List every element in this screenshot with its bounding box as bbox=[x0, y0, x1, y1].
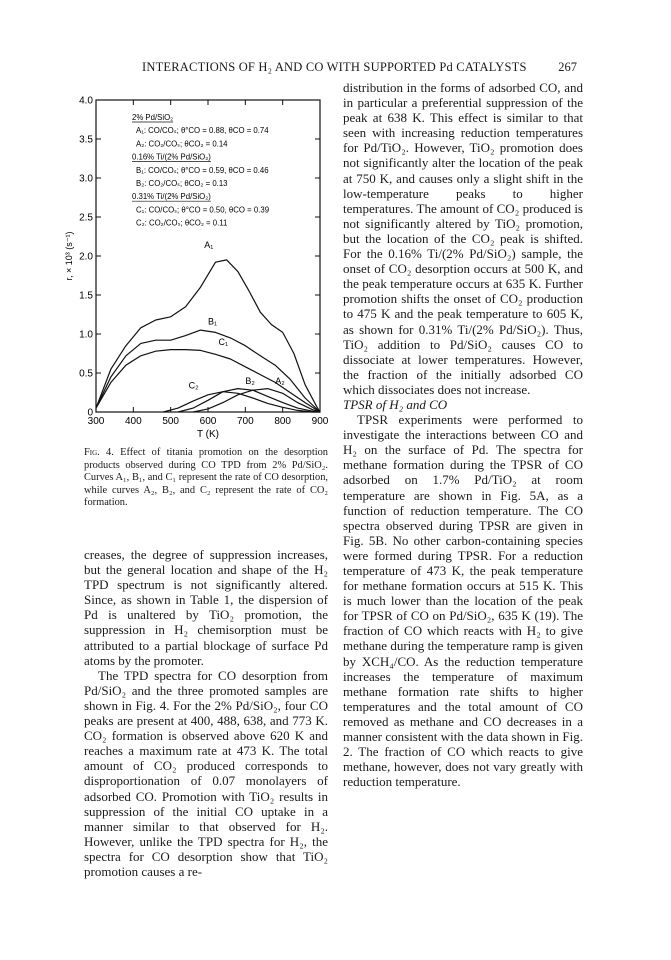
legend-line-6: 0.31% Ti/(2% Pd/SiO₂) bbox=[132, 192, 211, 202]
legend-line-2: A₂: CO₂/COₛ; θCO₂ = 0.14 bbox=[136, 139, 228, 149]
y-tick-label: 0 bbox=[87, 407, 93, 419]
curve-label-C2: C₂ bbox=[188, 380, 199, 391]
desorption-chart bbox=[64, 92, 330, 440]
series-line-2 bbox=[96, 350, 320, 412]
right-column bbox=[343, 80, 583, 789]
curve-label-A1: A₁ bbox=[204, 240, 214, 251]
curve-label-C1: C₁ bbox=[218, 336, 229, 347]
curve-label-A2: A₂ bbox=[275, 375, 285, 386]
curve-label-B1: B₁ bbox=[208, 316, 218, 327]
x-tick-label: 700 bbox=[236, 416, 254, 427]
running-title: INTERACTIONS OF H₂ AND CO WITH SUPPORTED Pd CATALYSTS bbox=[142, 60, 527, 74]
y-tick-label: 2.0 bbox=[79, 251, 93, 263]
x-tick-label: 900 bbox=[311, 416, 329, 427]
y-axis-label: r, × 10³ (s⁻¹) bbox=[64, 231, 74, 281]
left-column bbox=[84, 547, 328, 879]
legend-line-7: C₁: CO/COₛ; θ°CO = 0.50, θCO = 0.39 bbox=[136, 205, 270, 215]
legend-line-5: B₂: CO₂/COₛ; θCO₂ = 0.13 bbox=[136, 179, 228, 188]
y-tick-label: 0.5 bbox=[79, 368, 93, 380]
page-number: 267 bbox=[558, 60, 577, 74]
y-tick-label: 1.5 bbox=[79, 290, 93, 302]
x-tick-label: 500 bbox=[162, 416, 180, 427]
y-tick-label: 3.5 bbox=[79, 134, 93, 146]
series-line-4 bbox=[178, 389, 320, 412]
y-tick-label: 2.5 bbox=[79, 212, 93, 224]
figure-caption bbox=[84, 447, 328, 510]
legend-line-3: 0.16% Ti/(2% Pd/SiO₂) bbox=[132, 152, 211, 162]
y-tick-label: 1.0 bbox=[79, 329, 93, 341]
x-tick-label: 300 bbox=[87, 416, 105, 427]
x-tick-label: 400 bbox=[124, 416, 142, 427]
x-tick-label: 800 bbox=[274, 416, 292, 427]
left-paragraph-1: creases, the degree of suppression increases, but the general location and shape of the H₂ TPD spectrum is not significantly altered. Since, as shown in Table 1, the dispersion of Pd is unaltered by TiO₂ promotion, the suppression in H₂ chemisorption must be attributed to a partial blockage of surface Pd atoms by the promoter. bbox=[84, 547, 328, 668]
caption-text: Effect of titania promotion on the desorption products observed during CO TPD from 2% Pd/SiO₂. Curves A₁, B₁, and C₁ represent the rate of CO desorption, while curves A₂, B₂, and C₂ represent the rate of CO₂ formation. bbox=[84, 447, 328, 508]
x-axis-label: T (K) bbox=[196, 429, 220, 440]
y-tick-label: 3.0 bbox=[79, 173, 93, 185]
right-paragraph-2: TPSR experiments were performed to investigate the interactions between CO and H₂ on the surface of Pd. The spectra for methane formation during the TPSR of CO adsorbed on 1.7% Pd/TiO₂ at room temperature are shown in Fig. 5A, as a function of reduction temperature. The CO spectra observed during TPSR are given in Fig. 5B. No other carbon-containing species were formed during TPSR. For a reduction temperature of 473 K, the peak temperature for methane formation occurs at 515 K. This is much lower than the location of the peak for TPSR of CO on Pd/SiO₂, 635 K (19). The fraction of CO which reacts with H₂ to give methane during the temperature ramp is given by XCH₄/CO. As the reduction temperature increases the temperature of maximum methane formation rate shifts to higher temperatures and the total amount of CO removed as methane and CO decreases in a manner consistent with the data shown in Fig. 2. The fraction of CO which reacts to give methane, however, does not vary greatly with reduction temperature. bbox=[343, 412, 583, 790]
legend-line-4: B₁: CO/COₛ; θ°CO = 0.59, θCO = 0.46 bbox=[136, 165, 269, 175]
section-heading: TPSR of H₂ and CO bbox=[343, 396, 448, 412]
right-paragraph-1: distribution in the forms of adsorbed CO, and in particular a preferential suppression of the peak at 638 K. This effect is similar to that seen with increasing reduction temperatures for Pd/TiO₂. However, TiO₂ promotion does not significantly alter the location of the peak at 750 K, and causes only a slight shift in the low-temperature peaks to higher temperatures. The amount of CO₂ produced is not significantly altered by TiO₂ promotion, but the location of the CO₂ peak is shifted. For the 0.16% Ti/(2% Pd/SiO₂) sample, the onset of CO₂ desorption occurs at 500 K, and the peak temperature occurs at 635 K. Further promotion shifts the onset of CO₂ production to 475 K and the peak temperature to 605 K, as shown for 0.31% Ti/(2% Pd/SiO₂). Thus, TiO₂ addition to Pd/SiO₂ causes CO to dissociate at lower temperatures. However, the fraction of the initially adsorbed CO which dissociates does not increase. bbox=[343, 80, 583, 397]
left-paragraph-2: The TPD spectra for CO desorption from Pd/SiO₂ and the three promoted samples are shown in Fig. 4. For the 2% Pd/SiO₂, four CO peaks are present at 400, 488, 638, and 773 K. CO₂ formation is observed above 620 K and reaches a maximum rate at 473 K. The total amount of CO₂ produced corresponds to disproportionation of 0.07 monolayers of adsorbed CO. Promotion with TiO₂ results in suppression of the initial CO uptake in a manner similar to that observed for H₂. However, unlike the TPD spectra for H₂, the spectra for CO desorption show that TiO₂ promotion causes a re- bbox=[84, 667, 328, 879]
series-line-0 bbox=[96, 260, 320, 412]
caption-label: Fig. 4. bbox=[84, 447, 114, 458]
x-tick-label: 600 bbox=[199, 416, 217, 427]
y-tick-label: 4.0 bbox=[79, 95, 93, 107]
figure-4 bbox=[64, 92, 330, 440]
legend-line-0: 2% Pd/SiO₂ bbox=[132, 113, 174, 122]
legend-line-8: C₂: CO₂/COₛ; θCO₂ = 0.11 bbox=[136, 218, 228, 228]
curve-label-B2: B₂ bbox=[245, 375, 255, 386]
legend-line-1: A₁: CO/COₛ; θ°CO = 0.88, θCO = 0.74 bbox=[136, 126, 269, 136]
